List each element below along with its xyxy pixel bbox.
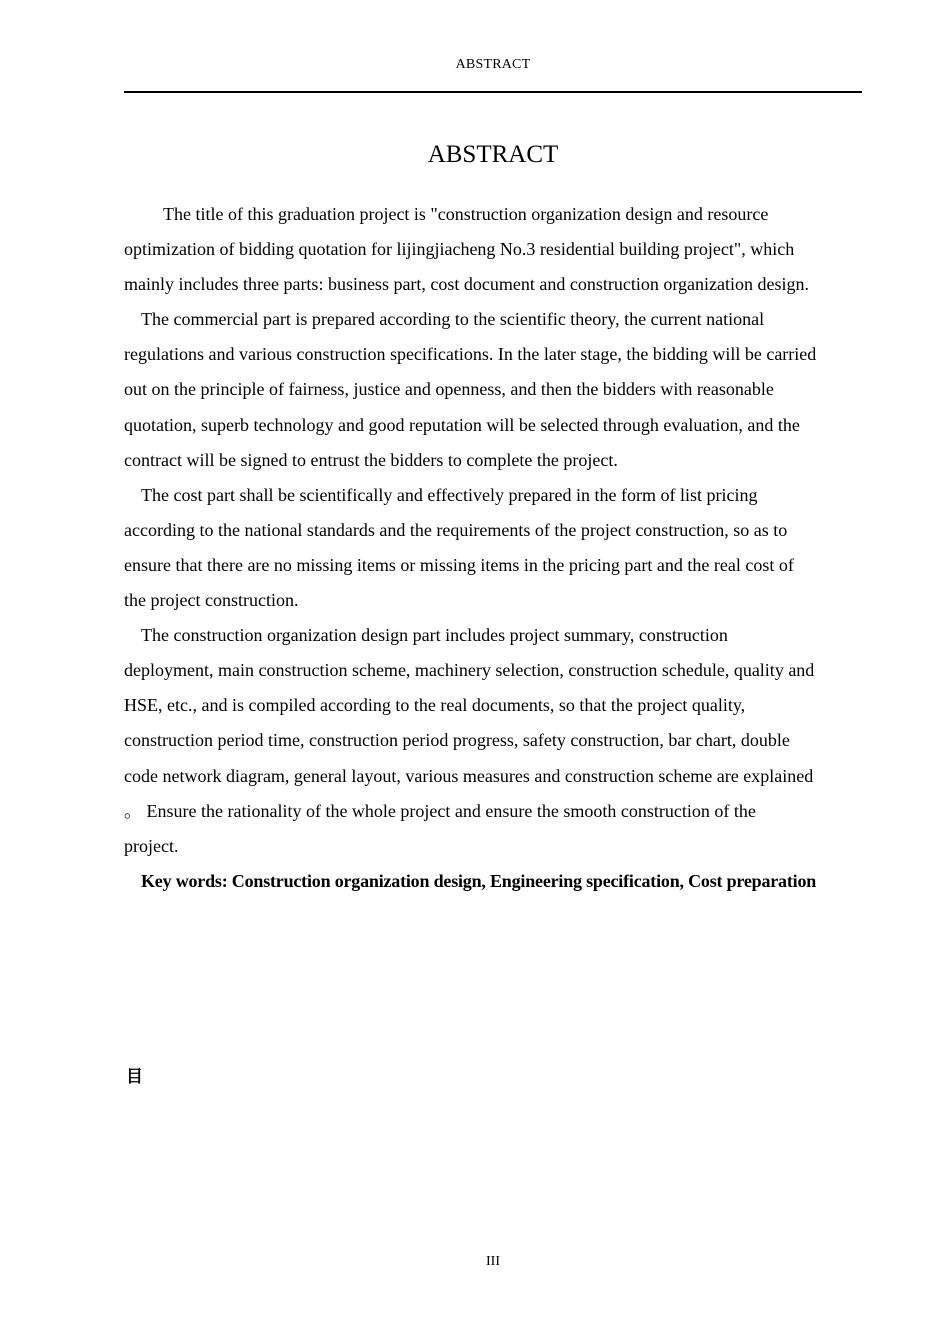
keywords: Key words: Construction organization design, Engineering specification, Cost preparation bbox=[141, 870, 817, 891]
abstract-paragraph-intro: The title of this graduation project is "construction organization design and resource optimization of bidding quotation for lijingjiacheng No.3 residential building project", which mainly includes three parts: business part, cost document and construction organization design. bbox=[124, 204, 810, 295]
abstract-paragraph-commercial: The commercial part is prepared according to the scientific theory, the current national regulations and various construction specifications. In the later stage, the bidding will be carried out on the principle of fairness, justice and openness, and then the bidders with reasonable quotation, superb technology and good reputation will be selected through evaluation, and the contract will be signed to entrust the bidders to complete the project. bbox=[124, 309, 817, 470]
header-rule bbox=[124, 91, 862, 93]
page-number: III bbox=[486, 1254, 500, 1269]
abstract-body bbox=[124, 197, 866, 899]
abstract-paragraph-construction: The construction organization design part includes project summary, construction deployment, main construction scheme, machinery selection, construction schedule, quality and HSE, etc., and is compiled according to the real documents, so that the project quality, construction period time, construction period progress, safety construction, bar chart, double code network diagram, general layout, various measures and construction scheme are explained 。 Ensure the rationality of the whole project and ensure the smooth construction of the project. bbox=[124, 625, 815, 856]
toc-heading-fragment: 目 bbox=[126, 1067, 143, 1087]
page-title: ABSTRACT bbox=[427, 141, 559, 168]
running-header: ABSTRACT bbox=[455, 57, 531, 72]
abstract-paragraph-cost: The cost part shall be scientifically and effectively prepared in the form of list pricing according to the national standards and the requirements of the project construction, so as to ensure that there are no missing items or missing items in the pricing part and the real cost of the project construction. bbox=[124, 484, 794, 611]
